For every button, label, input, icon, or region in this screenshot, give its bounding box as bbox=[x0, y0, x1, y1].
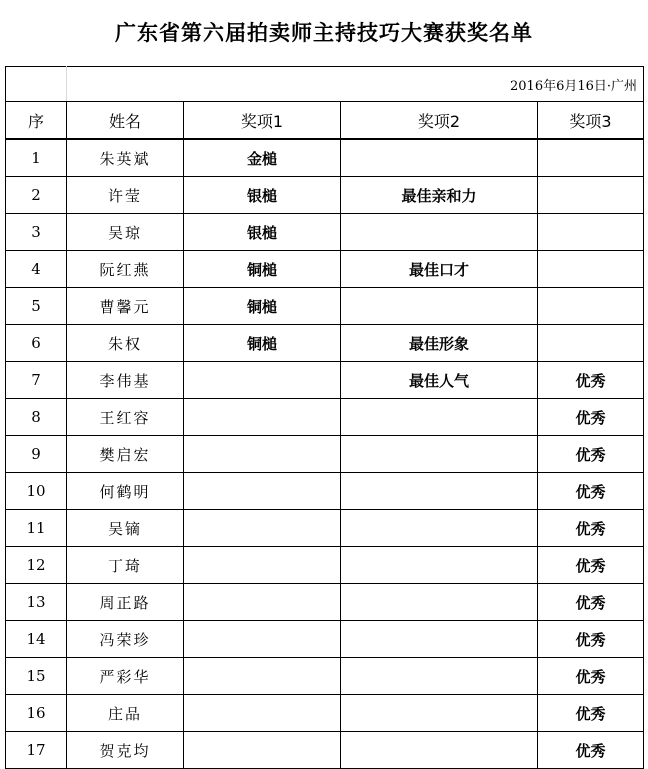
cell-award3: 优秀 bbox=[538, 695, 644, 732]
table-row bbox=[6, 621, 644, 658]
cell-name: 朱权 bbox=[67, 325, 184, 362]
table-row bbox=[6, 399, 644, 436]
cell-award2: 最佳人气 bbox=[341, 362, 538, 399]
cell-seq: 10 bbox=[6, 473, 67, 510]
cell-award2 bbox=[341, 658, 538, 695]
cell-award3 bbox=[538, 251, 644, 288]
cell-award2 bbox=[341, 695, 538, 732]
table-row bbox=[6, 139, 644, 177]
cell-award3 bbox=[538, 214, 644, 251]
cell-award1: 铜槌 bbox=[184, 325, 341, 362]
date-row bbox=[6, 67, 644, 102]
cell-award1 bbox=[184, 658, 341, 695]
header-award3: 奖项3 bbox=[538, 102, 644, 140]
cell-name: 吴镝 bbox=[67, 510, 184, 547]
cell-name: 冯荣珍 bbox=[67, 621, 184, 658]
cell-award3: 优秀 bbox=[538, 658, 644, 695]
cell-award1: 铜槌 bbox=[184, 251, 341, 288]
date-cell: 2016年6月16日·广州 bbox=[67, 67, 644, 102]
cell-award1 bbox=[184, 510, 341, 547]
cell-seq: 12 bbox=[6, 547, 67, 584]
cell-seq: 8 bbox=[6, 399, 67, 436]
table-row bbox=[6, 584, 644, 621]
cell-award1 bbox=[184, 547, 341, 584]
cell-award1 bbox=[184, 436, 341, 473]
cell-award1 bbox=[184, 695, 341, 732]
cell-award1: 铜槌 bbox=[184, 288, 341, 325]
cell-award2 bbox=[341, 473, 538, 510]
table-row bbox=[6, 510, 644, 547]
table-row bbox=[6, 362, 644, 399]
cell-seq: 11 bbox=[6, 510, 67, 547]
header-name: 姓名 bbox=[67, 102, 184, 140]
document-title: 广东省第六届拍卖师主持技巧大赛获奖名单 bbox=[115, 21, 533, 45]
cell-award3 bbox=[538, 177, 644, 214]
cell-name: 贺克均 bbox=[67, 732, 184, 769]
cell-seq: 13 bbox=[6, 584, 67, 621]
cell-award3: 优秀 bbox=[538, 436, 644, 473]
cell-award3: 优秀 bbox=[538, 473, 644, 510]
cell-award2 bbox=[341, 547, 538, 584]
table-row bbox=[6, 177, 644, 214]
cell-seq: 5 bbox=[6, 288, 67, 325]
cell-seq: 15 bbox=[6, 658, 67, 695]
cell-award2: 最佳形象 bbox=[341, 325, 538, 362]
cell-name: 许莹 bbox=[67, 177, 184, 214]
cell-name: 丁琦 bbox=[67, 547, 184, 584]
table-row bbox=[6, 288, 644, 325]
cell-award2 bbox=[341, 288, 538, 325]
cell-award3: 优秀 bbox=[538, 510, 644, 547]
cell-name: 何鹤明 bbox=[67, 473, 184, 510]
table-row bbox=[6, 473, 644, 510]
header-award1: 奖项1 bbox=[184, 102, 341, 140]
cell-award1: 金槌 bbox=[184, 139, 341, 177]
cell-seq: 14 bbox=[6, 621, 67, 658]
cell-seq: 16 bbox=[6, 695, 67, 732]
cell-award2: 最佳口才 bbox=[341, 251, 538, 288]
cell-seq: 17 bbox=[6, 732, 67, 769]
cell-award2: 最佳亲和力 bbox=[341, 177, 538, 214]
table-row bbox=[6, 732, 644, 769]
header-seq: 序 bbox=[6, 102, 67, 140]
table-row bbox=[6, 214, 644, 251]
cell-award2 bbox=[341, 214, 538, 251]
cell-award1 bbox=[184, 584, 341, 621]
cell-name: 严彩华 bbox=[67, 658, 184, 695]
cell-award2 bbox=[341, 139, 538, 177]
cell-award2 bbox=[341, 510, 538, 547]
header-award2: 奖项2 bbox=[341, 102, 538, 140]
cell-award3 bbox=[538, 325, 644, 362]
table-row bbox=[6, 436, 644, 473]
cell-award2 bbox=[341, 436, 538, 473]
cell-award3: 优秀 bbox=[538, 399, 644, 436]
cell-award1 bbox=[184, 362, 341, 399]
cell-seq: 6 bbox=[6, 325, 67, 362]
cell-seq: 3 bbox=[6, 214, 67, 251]
cell-name: 庄品 bbox=[67, 695, 184, 732]
award-table bbox=[5, 66, 644, 769]
cell-award1 bbox=[184, 473, 341, 510]
cell-name: 樊启宏 bbox=[67, 436, 184, 473]
award-table-body bbox=[6, 67, 644, 769]
cell-award2 bbox=[341, 732, 538, 769]
cell-award1 bbox=[184, 399, 341, 436]
table-row bbox=[6, 695, 644, 732]
cell-name: 阮红燕 bbox=[67, 251, 184, 288]
table-row bbox=[6, 658, 644, 695]
cell-award1: 银槌 bbox=[184, 214, 341, 251]
table-row bbox=[6, 251, 644, 288]
cell-award3 bbox=[538, 288, 644, 325]
cell-seq: 4 bbox=[6, 251, 67, 288]
cell-award1 bbox=[184, 732, 341, 769]
cell-award3: 优秀 bbox=[538, 362, 644, 399]
cell-award3: 优秀 bbox=[538, 621, 644, 658]
cell-seq: 1 bbox=[6, 139, 67, 177]
cell-award3: 优秀 bbox=[538, 547, 644, 584]
table-row bbox=[6, 547, 644, 584]
cell-seq: 2 bbox=[6, 177, 67, 214]
cell-name: 周正路 bbox=[67, 584, 184, 621]
header-row bbox=[6, 102, 644, 140]
cell-seq: 9 bbox=[6, 436, 67, 473]
cell-award2 bbox=[341, 584, 538, 621]
cell-award3 bbox=[538, 139, 644, 177]
cell-award2 bbox=[341, 621, 538, 658]
cell-award2 bbox=[341, 399, 538, 436]
cell-name: 李伟基 bbox=[67, 362, 184, 399]
cell-name: 朱英斌 bbox=[67, 139, 184, 177]
date-row-blank-cell bbox=[6, 67, 67, 102]
cell-award3: 优秀 bbox=[538, 584, 644, 621]
cell-name: 吴琼 bbox=[67, 214, 184, 251]
cell-seq: 7 bbox=[6, 362, 67, 399]
cell-name: 曹馨元 bbox=[67, 288, 184, 325]
cell-award1: 银槌 bbox=[184, 177, 341, 214]
table-row bbox=[6, 325, 644, 362]
cell-award1 bbox=[184, 621, 341, 658]
cell-name: 王红容 bbox=[67, 399, 184, 436]
cell-award3: 优秀 bbox=[538, 732, 644, 769]
